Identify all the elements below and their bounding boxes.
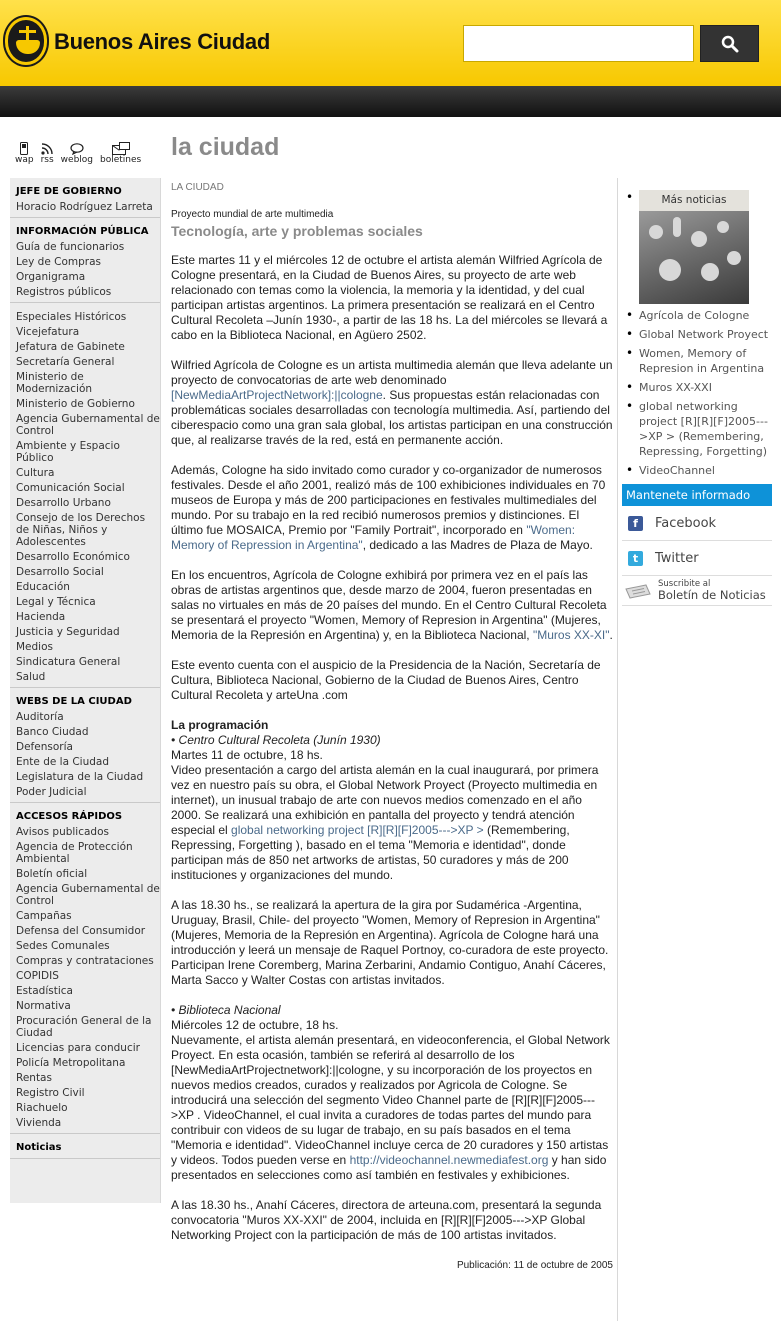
nav-item[interactable]: Consejo de los Derechos de Niñas, Niños y Adolescentes xyxy=(16,511,146,548)
weblog-label: weblog xyxy=(60,155,94,165)
boletin-link[interactable] xyxy=(622,576,772,606)
nav-item[interactable]: Registro Civil xyxy=(16,1086,85,1099)
nav-section xyxy=(10,688,160,803)
text: Además, Cologne ha sido invitado como curador y co-organizador de numerosos festivales. Desde el año 2001, realizó más de 100 exhibiciones individuales en 70 museos de Europa y más de 200 participaciones en festivales multimediales del mundo. Por su trabajo en la red recibió numerosos premios y distinciones. El último fue MOSAICA, Premio por "Family Portrait", incorporado en xyxy=(171,463,606,537)
nav-item[interactable]: Avisos publicados xyxy=(16,825,109,838)
nav-section xyxy=(10,303,160,688)
paragraph-6: A las 18.30 hs., se realizará la apertura de la gira por Sudamérica -Argentina, Uruguay, Brasil, Chile- del proyecto "Women, Memory of Represion in Argentina" (Mujeres, Memoria de la Represión en Argentina). Agrícola de Cologne hará una introducción y leerá un mensaje de Raquel Portnoy, co-curadora de este proyecto. Participan Irene Coremberg, Marina Zerbarini, Andamio Contiguo, Anahí Cáceres, Marta Sacco y Walter Costas con artistas invitados. xyxy=(171,898,609,987)
videochannel-url-link[interactable]: http://videochannel.newmediafest.org xyxy=(349,1153,549,1167)
article-kicker: Proyecto mundial de arte multimedia xyxy=(171,209,334,220)
nav-item[interactable]: Ministerio de Modernización xyxy=(16,370,93,395)
nav-heading: INFORMACIÓN PÚBLICA xyxy=(16,226,149,237)
related-link[interactable]: Agrícola de Cologne xyxy=(639,309,750,322)
nav-item[interactable]: Organigrama xyxy=(16,270,86,283)
nav-item[interactable]: Legal y Técnica xyxy=(16,595,96,608)
twitter-icon: t xyxy=(628,551,643,566)
related-link[interactable]: global networking project [R][R][F]2005--->XP > (Remembering, Repressing, Forgetting) xyxy=(639,400,768,458)
nav-item[interactable]: Defensa del Consumidor xyxy=(16,924,146,937)
article xyxy=(171,178,613,1273)
nav-item[interactable]: Desarrollo Urbano xyxy=(16,496,111,509)
text: En los encuentros, Agrícola de Cologne exhibirá por primera vez en el país las obras de artistas argentinos que, desde marzo de 2004, fueron presentadas en salas no virtuales en más de 20 países del mundo. En el Centro Cultural Recoleta se presentará el proyecto "Women, Memory of Represion in Argentina" (Mujeres, Memoria de la Represión en Argentina) y, en la Biblioteca Nacional, xyxy=(171,568,607,642)
wap-link[interactable] xyxy=(15,141,34,165)
nav-item[interactable]: Guía de funcionarios xyxy=(16,240,125,253)
wap-label: wap xyxy=(15,155,34,165)
prog2-text: Nuevamente, el artista alemán presentará, en videoconferencia, el Global Network Proyect. En esta ocasión, también se referirá al desarrollo de los [NewMediaArtProjectnetwork]:||cologne, y su incorporación de los proyectos en nuevos medios creados, curados y realizados por Agricola de Cologne. Se introducirá una selección del segmento Video Channel parte de [R][R][F]2005--->XP . VideoChannel, el cual invita a curadores de todas partes del mundo para contribuir con videos de su lugar de trabajo, en su país basados en el tema "Memoria e identidad". VideoChannel incluye cerca de 20 curadores y 150 artistas y videos. Todos pueden verse en xyxy=(171,1033,610,1167)
breadcrumb[interactable]: LA CIUDAD xyxy=(171,182,224,193)
rss-label: rss xyxy=(40,155,54,165)
city-seal-logo-icon[interactable] xyxy=(5,17,47,65)
related-link[interactable]: Global Network Proyect xyxy=(639,328,769,341)
muros-link[interactable]: "Muros XX-XI" xyxy=(532,628,610,642)
nav-item[interactable]: Comunicación Social xyxy=(16,481,125,494)
related-link-item[interactable] xyxy=(622,308,772,323)
women-memory-link[interactable]: "Women: Memory of Repression in Argentina" xyxy=(171,523,576,552)
paragraph-7: A las 18.30 hs., Anahí Cáceres, directora de arteuna.com, presentará la segunda convocatoria "Muros XX-XXI" de 2004, incluida en [R][R][F]2005--->XP Global Networking Project con la participación de más de 100 artistas invitados. xyxy=(171,1198,602,1242)
article-headline: Tecnología, arte y problemas sociales xyxy=(171,223,423,239)
chat-icon xyxy=(70,141,84,155)
nav-item[interactable]: Agencia Gubernamental de Control xyxy=(16,882,160,907)
nav-item[interactable]: Ley de Compras xyxy=(16,255,102,268)
paragraph-5: Este evento cuenta con el auspicio de la Presidencia de la Nación, Secretaría de Cultura, Biblioteca Nacional, Gobierno de la Ciudad de Buenos Aires, Centro Cultural Recoleta y arteUna .com xyxy=(171,658,601,702)
twitter-label: Twitter xyxy=(655,550,699,566)
text: . xyxy=(609,628,613,642)
related-link-item[interactable] xyxy=(622,346,772,376)
facebook-link[interactable] xyxy=(622,506,772,541)
utility-links xyxy=(15,141,141,165)
text: Wilfried Agrícola de Cologne es un artista multimedia alemán que lleva adelante un proyecto de convocatorias de arte web denominado xyxy=(171,358,613,387)
nav-item[interactable]: Educación xyxy=(16,580,70,593)
nav-item[interactable]: Ministerio de Gobierno xyxy=(16,397,135,410)
page-title: la ciudad xyxy=(171,133,280,161)
nav-item[interactable]: Licencias para conducir xyxy=(16,1041,140,1054)
related-link-item[interactable] xyxy=(622,399,772,459)
boletines-label: boletines xyxy=(100,155,142,165)
nav-item[interactable]: Ambiente y Espacio Público xyxy=(16,439,120,464)
nav-heading[interactable]: Noticias xyxy=(16,1142,62,1153)
nav-item[interactable]: Banco Ciudad xyxy=(16,725,89,738)
nav-item[interactable]: Salud xyxy=(16,670,46,683)
more-news-item[interactable] xyxy=(622,190,772,304)
nav-heading: JEFE DE GOBIERNO xyxy=(16,186,122,197)
boletin-small: Suscribite al xyxy=(658,579,711,589)
related-link[interactable]: Muros XX-XXI xyxy=(639,381,712,394)
nav-item[interactable]: Desarrollo Social xyxy=(16,565,104,578)
publication-date: Publicación: 11 de octubre de 2005 xyxy=(456,1260,613,1271)
nav-item[interactable]: Procuración General de la Ciudad xyxy=(16,1014,152,1039)
left-sidebar xyxy=(10,178,161,1203)
nav-item[interactable]: Ente de la Ciudad xyxy=(16,755,110,768)
nav-item[interactable]: Sindicatura General xyxy=(16,655,121,668)
related-links xyxy=(622,190,772,478)
global-networking-link[interactable]: global networking project [R][R][F]2005--->XP > xyxy=(231,823,484,837)
nav-item[interactable]: Defensoría xyxy=(16,740,73,753)
column-divider xyxy=(617,178,618,1321)
nav-item[interactable]: Normativa xyxy=(16,999,71,1012)
nav-item[interactable]: Estadística xyxy=(16,984,73,997)
nav-item[interactable]: Agencia de Protección Ambiental xyxy=(16,840,133,865)
search-input[interactable] xyxy=(463,25,694,62)
paragraph-4 xyxy=(171,568,613,643)
rss-icon xyxy=(41,141,53,155)
cologne-network-link[interactable]: [NewMediaArtProjectNetwork]:||cologne xyxy=(171,388,383,402)
nav-item[interactable]: Poder Judicial xyxy=(16,785,87,798)
programacion xyxy=(171,718,613,883)
nav-item[interactable]: Rentas xyxy=(16,1071,52,1084)
prog2-place: • Biblioteca Nacional xyxy=(171,1003,281,1017)
nav-bar xyxy=(0,86,781,117)
nav-item[interactable]: Riachuelo xyxy=(16,1101,68,1114)
nav-item[interactable]: Secretaría General xyxy=(16,355,115,368)
nav-item[interactable]: Boletín oficial xyxy=(16,867,88,880)
twitter-link[interactable] xyxy=(622,541,772,576)
prog2-text-b: y han sido presentados en selecciones como así también en festivales y exhibiciones. xyxy=(171,1153,607,1182)
nav-item[interactable]: Compras y contrataciones xyxy=(16,954,154,967)
paragraph-3 xyxy=(171,463,613,553)
top-bar xyxy=(0,0,781,86)
newspaper-icon xyxy=(624,583,652,599)
nav-item[interactable]: Vivienda xyxy=(16,1116,62,1129)
text: , dedicado a las Madres de Plaza de Mayo. xyxy=(362,538,593,552)
nav-item[interactable]: Agencia Gubernamental de Control xyxy=(16,412,160,437)
nav-item[interactable]: Desarrollo Económico xyxy=(16,550,130,563)
nav-item[interactable]: Hacienda xyxy=(16,610,66,623)
subscribe-header: Mantenete informado xyxy=(622,484,772,506)
nav-item[interactable]: Especiales Históricos xyxy=(16,310,127,323)
nav-heading: ACCESOS RÁPIDOS xyxy=(16,811,123,822)
related-link-item[interactable] xyxy=(622,380,772,395)
prog2-date: Miércoles 12 de octubre, 18 hs. xyxy=(171,1018,339,1032)
prog1-text-b: (Remembering, Repressing, Forgetting ), basado en el tema "Memoria e identidad", donde participan más de 850 net artworks de artistas, 50 curadores y más de 200 instituciones y organizaciones del mundo. xyxy=(171,823,570,882)
boletin-big: Boletín de Noticias xyxy=(658,588,766,602)
more-news-label[interactable]: • Más noticias xyxy=(639,190,749,211)
nav-item[interactable]: COPIDIS xyxy=(16,969,59,982)
nav-item[interactable]: Auditoría xyxy=(16,710,64,723)
nav-item[interactable]: Cultura xyxy=(16,466,55,479)
prog1-text: Video presentación a cargo del artista alemán en la cual inaugurará, por primera vez en nuestro país su obra, el Global Network Proyect (Proyecto multimedia en internet), un inusual trabajo de arte con nuevos medios comenzado en el año 2000. Se realizará una exhibición en pantalla del proyecto y tendrá atención especial el xyxy=(171,763,599,837)
nav-item[interactable]: Policía Metropolitana xyxy=(16,1056,126,1069)
nav-section xyxy=(10,218,160,303)
search-button[interactable] xyxy=(700,25,759,62)
related-link-item[interactable] xyxy=(622,327,772,342)
news-photo[interactable] xyxy=(639,211,749,304)
related-link[interactable]: VideoChannel xyxy=(639,464,715,477)
nav-heading: WEBS DE LA CIUDAD xyxy=(16,696,132,707)
text: . Sus propuestas están relacionadas con problemáticas sociales desarrolladas con tecnología multimedia. Así, partiendo del ciberespacio como una gran sala global, los artistas participan en una construcción que, al realizarse través de la red, está en permanente acción. xyxy=(171,388,613,447)
paragraph-2 xyxy=(171,358,613,448)
phone-icon xyxy=(20,141,28,155)
related-link-item[interactable] xyxy=(622,463,772,478)
facebook-icon: f xyxy=(628,516,643,531)
programacion-2 xyxy=(171,1003,613,1183)
nav-item[interactable]: Legislatura de la Ciudad xyxy=(16,770,144,783)
nav-section xyxy=(10,1134,160,1159)
facebook-label: Facebook xyxy=(655,515,717,531)
boletines-link[interactable] xyxy=(100,141,141,165)
prog1-place: • Centro Cultural Recoleta (Junín 1930) xyxy=(171,733,381,747)
nav-item[interactable]: Justicia y Seguridad xyxy=(16,625,120,638)
nav-item[interactable]: Registros públicos xyxy=(16,285,112,298)
nav-item[interactable]: Jefatura de Gabinete xyxy=(16,340,125,353)
nav-item[interactable]: Vicejefatura xyxy=(16,325,80,338)
mail-icon xyxy=(112,141,130,155)
right-sidebar xyxy=(622,190,772,606)
prog1-date: Martes 11 de octubre, 18 hs. xyxy=(171,748,323,762)
nav-item[interactable]: Campañas xyxy=(16,909,72,922)
paragraph-1: Este martes 11 y el miércoles 12 de octubre el artista alemán Wilfried Agrícola de Cologne presentará, en la Ciudad de Buenos Aires, su proyecto de arte web relacionado con temas como la violencia, la memoria y la identidad, y del cual participan artistas argentinos. La primera presentación se realizará en el Centro Cultural Recoleta –Junín 1930-, a partir de las 18 hs. La del miércoles se llevará a cabo en la Biblioteca Nacional, en Agüero 2502. xyxy=(171,253,608,342)
related-link[interactable]: Women, Memory of Represion in Argentina xyxy=(639,347,765,375)
nav-item[interactable]: Sedes Comunales xyxy=(16,939,110,952)
programacion-title: La programación xyxy=(171,718,269,732)
nav-section xyxy=(10,178,160,218)
nav-section xyxy=(10,803,160,1134)
search-icon xyxy=(721,35,739,53)
nav-item[interactable]: Horacio Rodríguez Larreta xyxy=(16,200,153,213)
nav-item[interactable]: Medios xyxy=(16,640,53,653)
rss-link[interactable] xyxy=(41,141,54,165)
brand-title[interactable]: Buenos Aires Ciudad xyxy=(54,29,270,54)
weblog-link[interactable] xyxy=(61,141,93,165)
